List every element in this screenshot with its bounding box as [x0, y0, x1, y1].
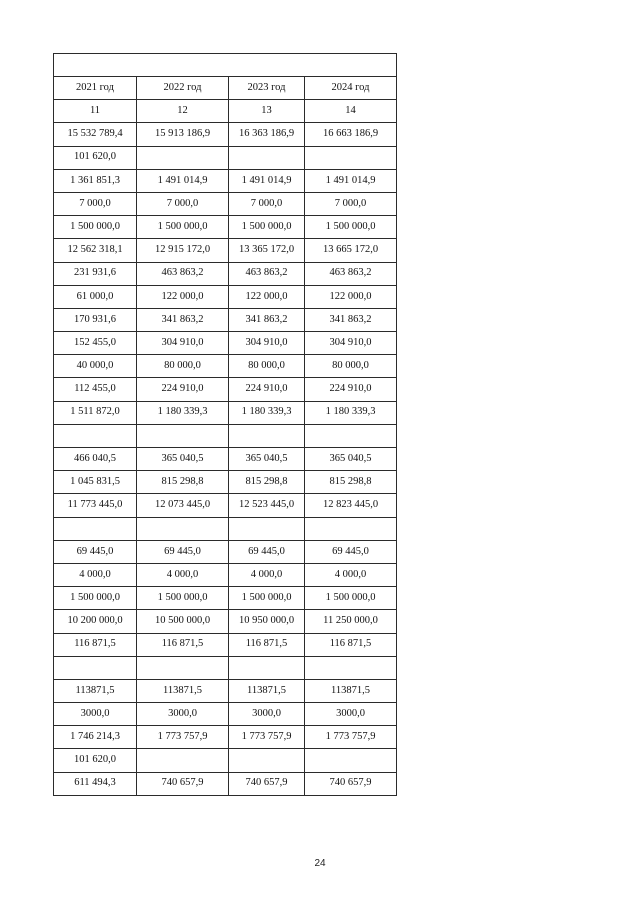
column-number-cell: 11 — [54, 100, 137, 123]
table-cell: 740 657,9 — [229, 772, 305, 795]
table-row — [54, 192, 397, 215]
table-cell: 3000,0 — [229, 703, 305, 726]
budget-table — [53, 53, 397, 796]
column-number-cell: 13 — [229, 100, 305, 123]
table-cell — [137, 424, 229, 447]
table-cell: 16 663 186,9 — [305, 123, 397, 146]
table-cell: 10 950 000,0 — [229, 610, 305, 633]
page-number: 24 — [314, 858, 326, 869]
table-cell: 116 871,5 — [305, 633, 397, 656]
table-cell — [137, 656, 229, 679]
table-row — [54, 610, 397, 633]
table-cell: 1 500 000,0 — [229, 216, 305, 239]
table-cell: 463 863,2 — [305, 262, 397, 285]
table-cell: 101 620,0 — [54, 749, 137, 772]
table-cell: 815 298,8 — [229, 471, 305, 494]
table-row — [54, 424, 397, 447]
table-cell: 365 040,5 — [229, 448, 305, 471]
table-cell: 1 500 000,0 — [137, 587, 229, 610]
table-row — [54, 494, 397, 517]
table-cell: 12 915 172,0 — [137, 239, 229, 262]
table-cell: 152 455,0 — [54, 332, 137, 355]
table-row — [54, 471, 397, 494]
table-cell: 11 250 000,0 — [305, 610, 397, 633]
table-cell: 304 910,0 — [229, 332, 305, 355]
table-cell: 1 773 757,9 — [137, 726, 229, 749]
table-cell: 3000,0 — [305, 703, 397, 726]
table-cell: 12 073 445,0 — [137, 494, 229, 517]
table-cell — [137, 749, 229, 772]
table-cell: 101 620,0 — [54, 146, 137, 169]
table-cell: 740 657,9 — [305, 772, 397, 795]
table-cell: 4 000,0 — [305, 563, 397, 586]
table-cell: 3000,0 — [137, 703, 229, 726]
table-cell: 80 000,0 — [305, 355, 397, 378]
table-cell: 815 298,8 — [305, 471, 397, 494]
table-cell: 341 863,2 — [229, 308, 305, 331]
table-cell: 122 000,0 — [137, 285, 229, 308]
table-row — [54, 355, 397, 378]
table-row — [54, 517, 397, 540]
table-cell: 1 180 339,3 — [305, 401, 397, 424]
table-cell: 40 000,0 — [54, 355, 137, 378]
column-number-cell: 14 — [305, 100, 397, 123]
table-cell: 463 863,2 — [229, 262, 305, 285]
table-cell: 69 445,0 — [305, 540, 397, 563]
table-row — [54, 262, 397, 285]
table-row — [54, 563, 397, 586]
table-row — [54, 587, 397, 610]
table-cell: 740 657,9 — [137, 772, 229, 795]
table-cell: 1 500 000,0 — [137, 216, 229, 239]
table-cell: 61 000,0 — [54, 285, 137, 308]
table-row — [54, 656, 397, 679]
table-row — [54, 448, 397, 471]
table-cell: 7 000,0 — [137, 192, 229, 215]
year-header-cell: 2024 год — [305, 77, 397, 100]
table-cell — [305, 424, 397, 447]
table-cell: 1 491 014,9 — [137, 169, 229, 192]
table-cell: 3000,0 — [54, 703, 137, 726]
table-row — [54, 239, 397, 262]
table-cell: 69 445,0 — [54, 540, 137, 563]
year-header-row — [54, 77, 397, 100]
table-cell: 224 910,0 — [137, 378, 229, 401]
table-cell: 1 773 757,9 — [305, 726, 397, 749]
table-row — [54, 378, 397, 401]
table-row — [54, 703, 397, 726]
table-body — [54, 54, 397, 796]
table-cell: 113871,5 — [137, 679, 229, 702]
table-cell: 113871,5 — [229, 679, 305, 702]
table-row — [54, 401, 397, 424]
table-cell: 1 500 000,0 — [54, 587, 137, 610]
table-cell: 231 931,6 — [54, 262, 137, 285]
table-cell: 116 871,5 — [54, 633, 137, 656]
table-row — [54, 216, 397, 239]
table-cell: 116 871,5 — [229, 633, 305, 656]
table-cell: 4 000,0 — [229, 563, 305, 586]
table-cell: 112 455,0 — [54, 378, 137, 401]
table-cell: 224 910,0 — [305, 378, 397, 401]
table-cell: 113871,5 — [305, 679, 397, 702]
table-cell: 365 040,5 — [137, 448, 229, 471]
table-title-row — [54, 54, 397, 77]
table-row — [54, 772, 397, 795]
table-cell — [229, 749, 305, 772]
table-cell: 13 665 172,0 — [305, 239, 397, 262]
column-number-cell: 12 — [137, 100, 229, 123]
table-row — [54, 633, 397, 656]
table-cell: 1 045 831,5 — [54, 471, 137, 494]
table-cell: 224 910,0 — [229, 378, 305, 401]
table-cell: 1 491 014,9 — [305, 169, 397, 192]
table-cell: 1 180 339,3 — [229, 401, 305, 424]
table-cell — [54, 517, 137, 540]
table-row — [54, 726, 397, 749]
table-cell: 341 863,2 — [305, 308, 397, 331]
table-cell — [305, 517, 397, 540]
table-cell: 1 500 000,0 — [229, 587, 305, 610]
table-cell: 80 000,0 — [229, 355, 305, 378]
table-cell: 1 511 872,0 — [54, 401, 137, 424]
table-cell: 122 000,0 — [305, 285, 397, 308]
table-cell — [305, 656, 397, 679]
table-cell — [229, 656, 305, 679]
table-cell: 113871,5 — [54, 679, 137, 702]
table-cell — [305, 146, 397, 169]
table-title-cell — [54, 54, 397, 77]
table-cell — [137, 146, 229, 169]
table-cell: 7 000,0 — [54, 192, 137, 215]
table-row — [54, 308, 397, 331]
table-row — [54, 285, 397, 308]
table-cell: 10 200 000,0 — [54, 610, 137, 633]
table-cell: 7 000,0 — [229, 192, 305, 215]
table-cell: 815 298,8 — [137, 471, 229, 494]
table-cell: 365 040,5 — [305, 448, 397, 471]
table-cell — [305, 749, 397, 772]
table-cell: 16 363 186,9 — [229, 123, 305, 146]
table-cell: 7 000,0 — [305, 192, 397, 215]
table-cell: 1 361 851,3 — [54, 169, 137, 192]
table-cell: 466 040,5 — [54, 448, 137, 471]
table-cell: 4 000,0 — [54, 563, 137, 586]
table-cell: 1 746 214,3 — [54, 726, 137, 749]
table-cell: 304 910,0 — [137, 332, 229, 355]
table-cell — [229, 517, 305, 540]
table-cell — [229, 146, 305, 169]
table-cell: 341 863,2 — [137, 308, 229, 331]
table-cell: 69 445,0 — [137, 540, 229, 563]
table-cell: 4 000,0 — [137, 563, 229, 586]
table-cell: 69 445,0 — [229, 540, 305, 563]
table-cell: 1 180 339,3 — [137, 401, 229, 424]
table-row — [54, 749, 397, 772]
table-cell: 1 500 000,0 — [54, 216, 137, 239]
table-cell: 611 494,3 — [54, 772, 137, 795]
year-header-cell: 2021 год — [54, 77, 137, 100]
table-cell: 15 532 789,4 — [54, 123, 137, 146]
table-cell — [54, 656, 137, 679]
table-cell — [229, 424, 305, 447]
table-cell: 463 863,2 — [137, 262, 229, 285]
table-cell: 12 823 445,0 — [305, 494, 397, 517]
column-number-row — [54, 100, 397, 123]
table-cell: 1 500 000,0 — [305, 216, 397, 239]
year-header-cell: 2023 год — [229, 77, 305, 100]
table-cell: 1 773 757,9 — [229, 726, 305, 749]
table-cell: 13 365 172,0 — [229, 239, 305, 262]
table-cell: 15 913 186,9 — [137, 123, 229, 146]
table-row — [54, 169, 397, 192]
table-cell: 170 931,6 — [54, 308, 137, 331]
table-cell: 304 910,0 — [305, 332, 397, 355]
table-cell: 1 491 014,9 — [229, 169, 305, 192]
table-cell: 12 523 445,0 — [229, 494, 305, 517]
table-row — [54, 146, 397, 169]
table-cell: 1 500 000,0 — [305, 587, 397, 610]
table-cell: 10 500 000,0 — [137, 610, 229, 633]
table-cell: 122 000,0 — [229, 285, 305, 308]
table-cell — [137, 517, 229, 540]
table-row — [54, 123, 397, 146]
table-cell: 12 562 318,1 — [54, 239, 137, 262]
table-cell: 80 000,0 — [137, 355, 229, 378]
table-cell — [54, 424, 137, 447]
table-row — [54, 540, 397, 563]
table-cell: 11 773 445,0 — [54, 494, 137, 517]
table-cell: 116 871,5 — [137, 633, 229, 656]
table-row — [54, 679, 397, 702]
table-row — [54, 332, 397, 355]
year-header-cell: 2022 год — [137, 77, 229, 100]
